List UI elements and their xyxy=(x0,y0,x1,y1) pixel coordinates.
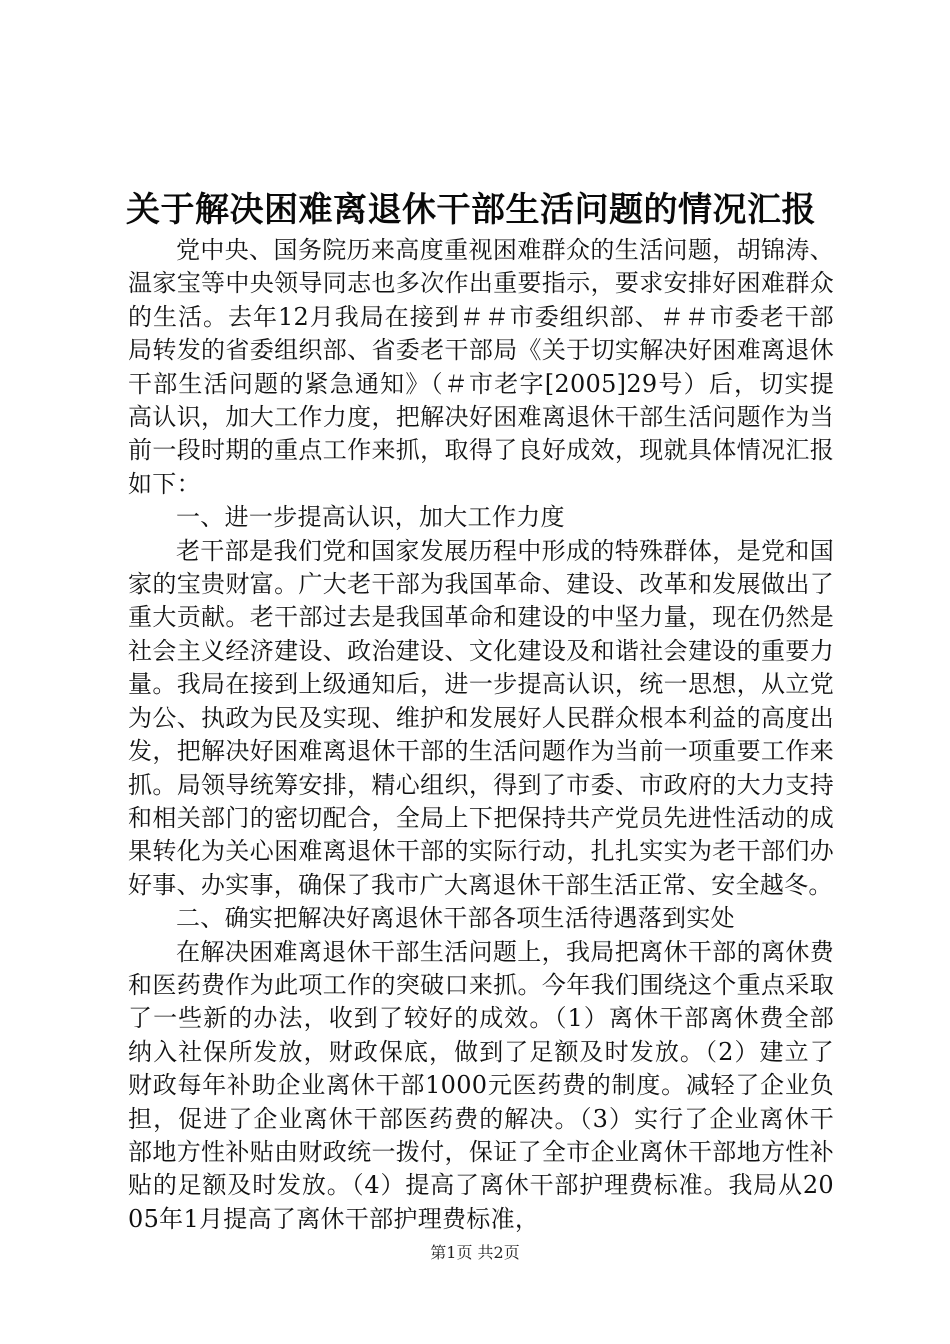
section-1-paragraph: 老干部是我们党和国家发展历程中形成的特殊群体，是党和国家的宝贵财富。广大老干部为我国革命、建设、改革和发展做出了重大贡献。老干部过去是我国革命和建设的中坚力量，现在仍然是社会主义经济建设、政治建设、文化建设及和谐社会建设的重要力量。我局在接到上级通知后，进一步提高认识，统一思想，从立党为公、执政为民及实现、维护和发展好人民群众根本利益的高度出发，把解决好困难离退休干部的生活问题作为当前一项重要工作来抓。局领导统筹安排，精心组织，得到了市委、市政府的大力支持和相关部门的密切配合，全局上下把保持共产党员先进性活动的成果转化为关心困难离退休干部的实际行动，扎扎实实为老干部们办好事、办实事，确保了我市广大离退休干部生活正常、安全越冬。 xyxy=(128,536,834,899)
page-footer: 第1页 共2页 xyxy=(430,1243,520,1262)
intro-paragraph: 党中央、国务院历来高度重视困难群众的生活问题，胡锦涛、温家宝等中央领导同志也多次作出重要指示，要求安排好困难群众的生活。去年12月我局在接到＃＃市委组织部、＃＃市委老干部局转发的省委组织部、省委老干部局《关于切实解决好困难离退休干部生活问题的紧急通知》（＃市老字[2005]29号）后，切实提高认识，加大工作力度，把解决好困难离退休干部生活问题作为当前一段时期的重点工作来抓，取得了良好成效，现就具体情况汇报如下： xyxy=(128,236,834,498)
document-body xyxy=(128,234,834,1236)
section-1-heading: 一、进一步提高认识，加大工作力度 xyxy=(176,503,565,532)
section-2-heading: 二、确实把解决好离退休干部各项生活待遇落到实处 xyxy=(176,904,735,933)
section-2-paragraph: 在解决困难离退休干部生活问题上，我局把离休干部的离休费和医药费作为此项工作的突破口来抓。今年我们围绕这个重点采取了一些新的办法，收到了较好的成效。（1）离休干部离休费全部纳入社保所发放，财政保底，做到了足额及时发放。（2）建立了财政每年补助企业离休干部1000元医药费的制度。减轻了企业负担，促进了企业离休干部医药费的解决。（3）实行了企业离休干部地方性补贴由财政统一拨付，保证了全市企业离休干部地方性补贴的足额及时发放。（4）提高了离休干部护理费标准。我局从2005年1月提高了离休干部护理费标准， xyxy=(128,937,834,1233)
document-title: 关于解决困难离退休干部生活问题的情况汇报 xyxy=(126,190,816,230)
